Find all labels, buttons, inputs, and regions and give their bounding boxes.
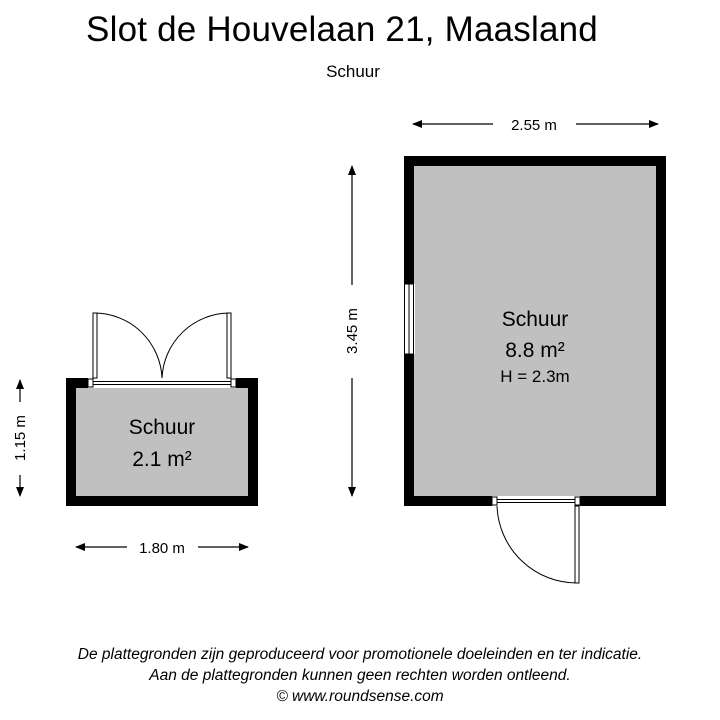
large-shed-window	[403, 284, 415, 354]
large-shed-door	[492, 496, 580, 583]
door-leaf-left	[93, 313, 97, 378]
door-swing-arc-right	[162, 313, 229, 378]
small-width-label: 1.80 m	[139, 540, 185, 557]
large-room-height: H = 2.3m	[500, 367, 570, 386]
large-shed-floor	[414, 166, 656, 496]
large-depth-label: 3.45 m	[344, 308, 361, 354]
floor-name: Schuur	[326, 62, 380, 81]
large-shed	[403, 156, 666, 583]
small-shed-double-door	[88, 313, 236, 388]
small-room-name: Schuur	[128, 416, 196, 439]
disclaimer-line-1: De plattegronden zijn geproduceerd voor promotionele doeleinden en ter indicatie.	[77, 646, 643, 663]
door-leaf-right	[227, 313, 231, 378]
small-room-area: 2.1 m²	[132, 448, 192, 471]
large-room-area: 8.8 m²	[505, 339, 565, 362]
dimension-large-depth	[344, 166, 361, 496]
small-shed	[66, 313, 258, 506]
large-room-name: Schuur	[501, 308, 569, 331]
large-width-label: 2.55 m	[511, 117, 557, 134]
dimension-small-depth	[12, 380, 29, 496]
door-leaf	[575, 506, 579, 583]
dimension-small-width	[76, 540, 248, 557]
dimension-large-width	[413, 117, 658, 134]
disclaimer-line-2: Aan de plattegronden kunnen geen rechten worden ontleend.	[149, 667, 571, 684]
door-swing-arc-left	[95, 313, 162, 378]
small-depth-label: 1.15 m	[12, 415, 29, 461]
small-shed-floor	[76, 388, 248, 496]
door-swing-arc	[497, 506, 577, 583]
page-title: Slot de Houvelaan 21, Maasland	[86, 10, 598, 49]
copyright-line: © www.roundsense.com	[276, 688, 444, 705]
